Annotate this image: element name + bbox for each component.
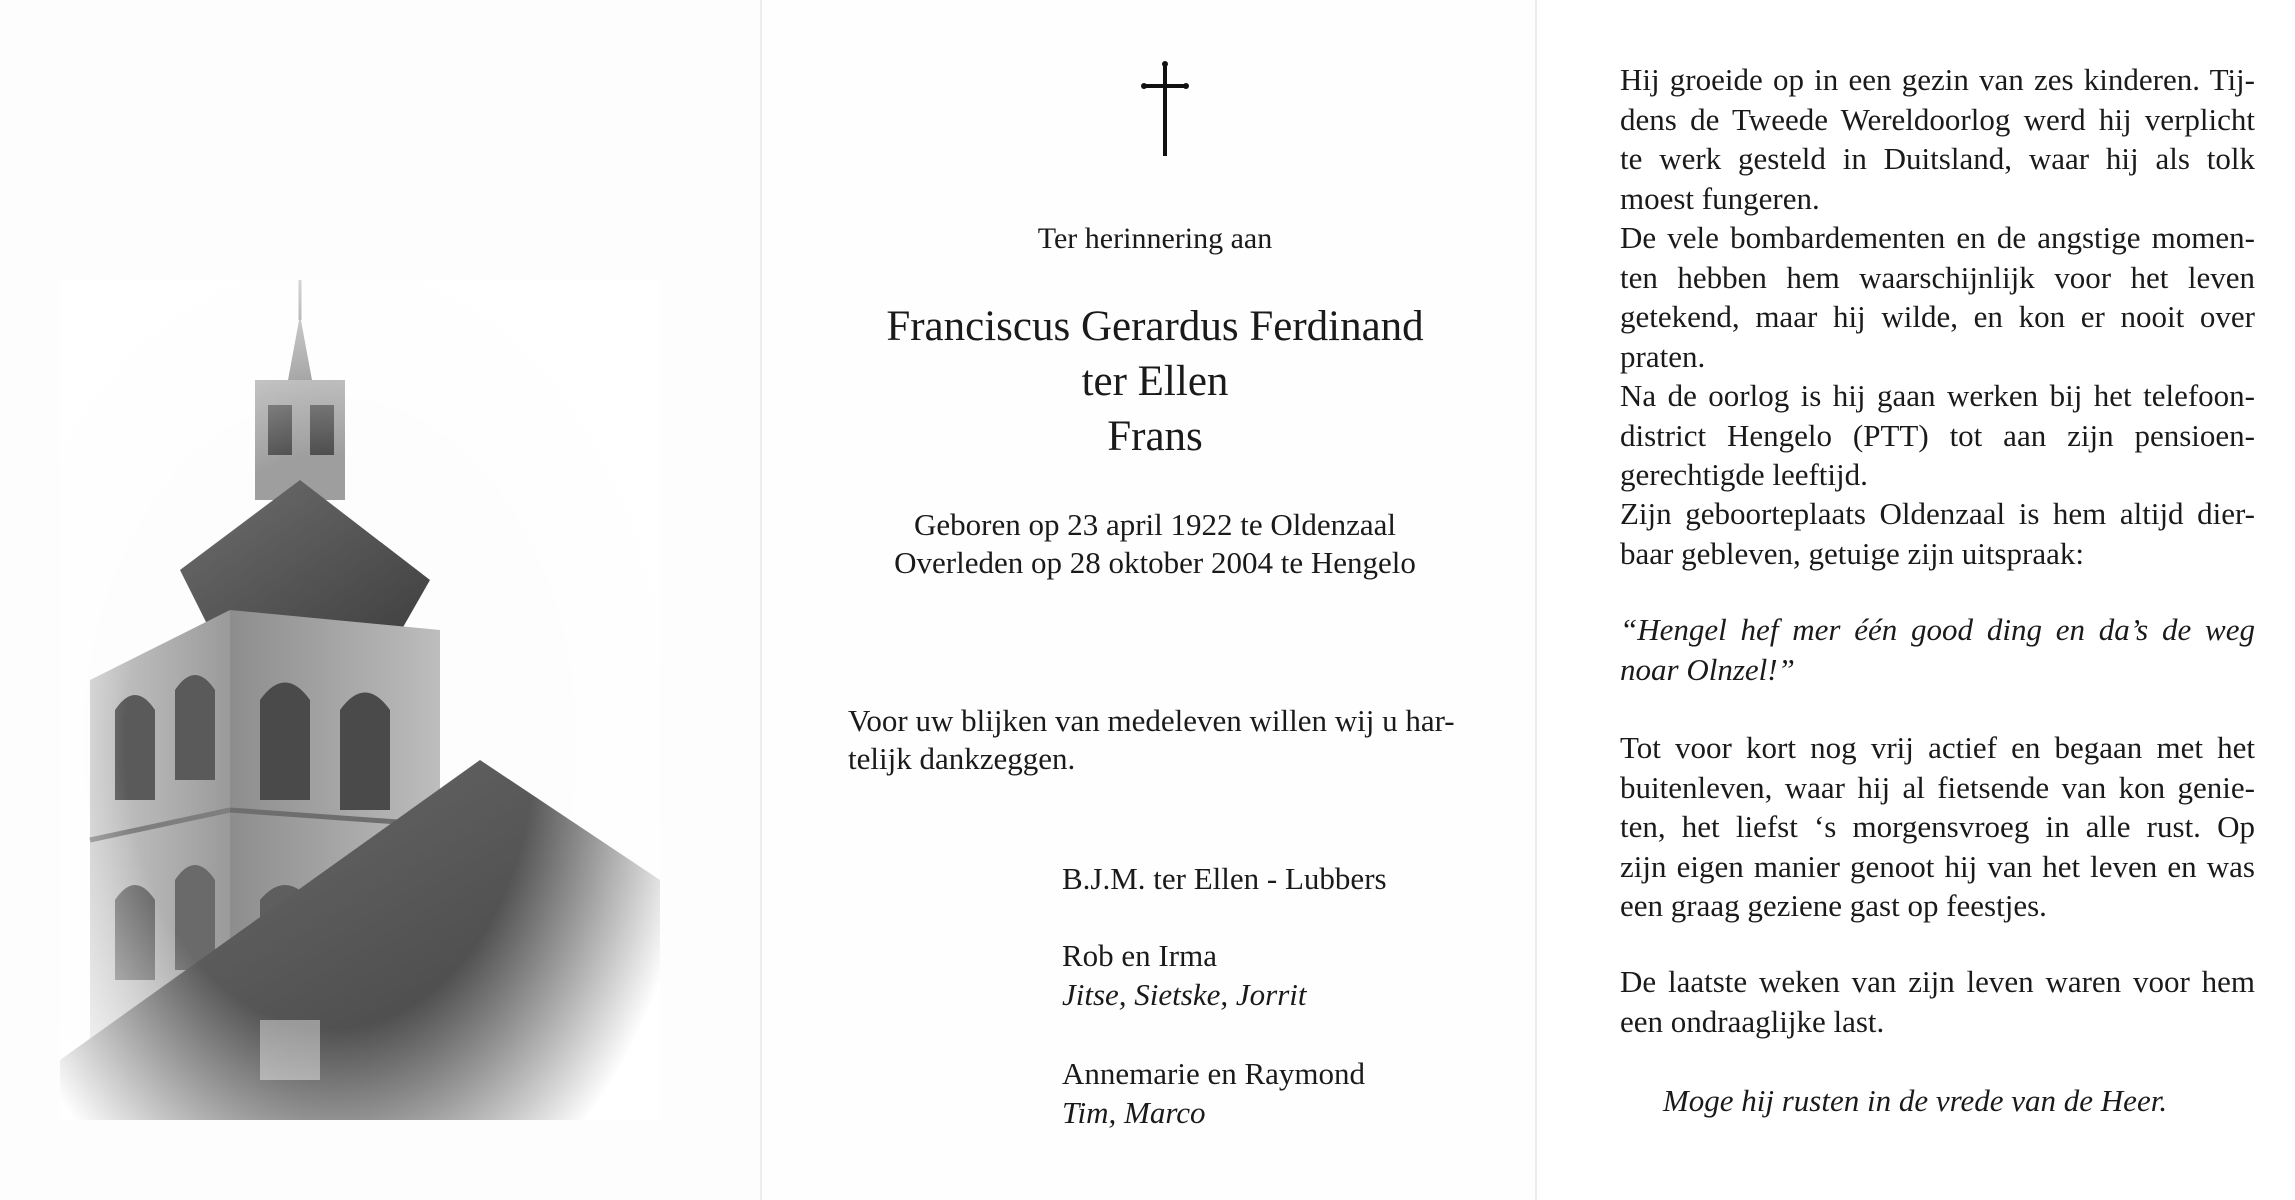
quote-line: “Hengel hef mer één good ding en da’s de weg	[1620, 612, 2255, 647]
bio-line: ten hebben hem waarschijnlijk voor het leven	[1620, 259, 2255, 295]
closing-prayer: Moge hij rusten in de vrede van de Heer.	[1662, 1083, 2168, 1118]
fold-line-right	[1535, 0, 1537, 1200]
fold-line-left	[760, 0, 762, 1200]
deceased-name-line2: ter Ellen	[1081, 358, 1229, 405]
thanks-line: telijk dankzeggen.	[848, 741, 1076, 776]
family-line: Annemarie en Raymond	[1062, 1056, 1366, 1091]
bio-line: getekend, maar hij wilde, en kon er nooit over	[1620, 299, 2255, 334]
bio-line: een graag geziene gast op feestjes.	[1620, 888, 2047, 923]
bio-paragraph-5	[1620, 728, 2255, 926]
bio-paragraph-1	[1620, 60, 2255, 218]
bio-line: zijn eigen manier genoot hij van het leven en was	[1620, 848, 2255, 884]
bio-line: dens de Tweede Wereldoorlog werd hij verplicht	[1620, 101, 2255, 137]
bio-line: een ondraaglijke last.	[1620, 1003, 1885, 1039]
bio-line: Zijn geboorteplaats Oldenzaal is hem altijd dier-	[1620, 496, 2255, 531]
thanks-text	[848, 702, 1468, 778]
quote	[1620, 610, 2255, 689]
death-date: Overleden op 28 oktober 2004 te Hengelo	[894, 545, 1416, 580]
church-tower-image	[60, 280, 660, 1120]
family-line: Tim, Marco	[1062, 1095, 1206, 1130]
family-line: B.J.M. ter Ellen - Lubbers	[1062, 861, 1387, 896]
bio-line: gerechtigde leeftijd.	[1620, 457, 1868, 492]
bio-paragraph-2	[1620, 218, 2255, 376]
bio-line: te werk gesteld in Duitsland, waar hij als tolk	[1620, 141, 2255, 176]
bio-line: De laatste weken van zijn leven waren voor hem	[1620, 964, 2255, 999]
bio-line: buitenleven, waar hij al fietsende van kon genie-	[1620, 769, 2255, 805]
bio-paragraph-3	[1620, 376, 2255, 495]
bio-line: De vele bombardementen en de angstige momen-	[1620, 220, 2255, 255]
family-line: Jitse, Sietske, Jorrit	[1062, 977, 1307, 1012]
middle-panel	[760, 0, 1535, 1200]
deceased-name-line1: Franciscus Gerardus Ferdinand	[886, 303, 1424, 350]
cross-icon	[1130, 60, 1200, 160]
bio-line: Na de oorlog is hij gaan werken bij het telefoon-	[1620, 378, 2255, 413]
bio-paragraph-4	[1620, 494, 2255, 573]
thanks-line: Voor uw blijken van medeleven willen wij u har-	[848, 703, 1455, 738]
family-line: Rob en Irma	[1062, 938, 1217, 973]
bio-paragraph-6	[1620, 962, 2255, 1041]
bio-line: praten.	[1620, 338, 1706, 374]
bio-line: Tot voor kort nog vrij actief en begaan met het	[1620, 730, 2255, 765]
quote-line: noar Olnzel!”	[1620, 651, 1795, 687]
bio-line: moest fungeren.	[1620, 180, 1820, 216]
bio-line: district Hengelo (PTT) tot aan zijn pensioen-	[1620, 417, 2255, 453]
bio-line: Hij groeide op in een gezin van zes kinderen. Tij-	[1620, 62, 2255, 97]
bio-line: baar gebleven, getuige zijn uitspraak:	[1620, 535, 2084, 571]
bio-line: ten, het liefst ‘s morgensvroeg in alle rust. Op	[1620, 809, 2255, 844]
in-memory-heading: Ter herinnering aan	[1037, 222, 1273, 255]
birth-date: Geboren op 23 april 1922 te Oldenzaal	[913, 507, 1397, 542]
deceased-name-line3: Frans	[1107, 413, 1203, 460]
